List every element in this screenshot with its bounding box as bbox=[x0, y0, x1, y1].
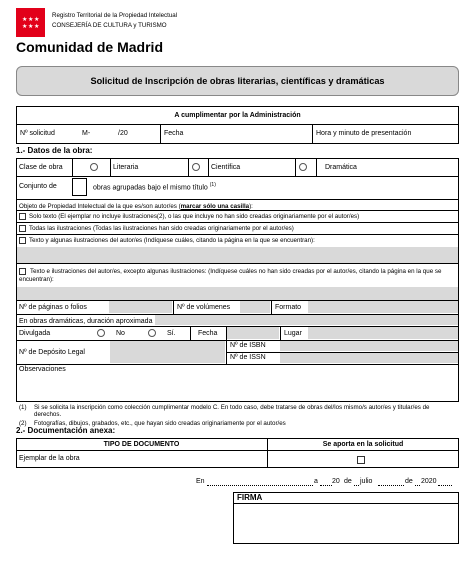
solo-text-label: Solo texto (El ejemplar no incluye ilustraciones(2), o las que incluye no han sido creadas originariamente por el autor/es) bbox=[29, 213, 360, 220]
sign-a-label: a bbox=[314, 478, 318, 485]
text-some-illustrations-checkbox[interactable] bbox=[19, 237, 26, 244]
department-line: CONSEJERÍA DE CULTURA y TURISMO bbox=[52, 22, 167, 29]
form-title: Solicitud de Inscripción de obras literarias, científicas y dramáticas bbox=[16, 66, 459, 96]
disclosed-label: Divulgada bbox=[19, 330, 51, 337]
object-label-mark: marcar sólo una casilla bbox=[180, 203, 250, 210]
scientific-option-label: Científica bbox=[211, 164, 241, 171]
copy-of-work-checkbox[interactable] bbox=[357, 456, 365, 464]
text-except-illustrations-input[interactable] bbox=[17, 287, 458, 300]
scientific-radio[interactable] bbox=[192, 163, 200, 171]
col-document-type: TIPO DE DOCUMENTO bbox=[103, 441, 180, 448]
disclosed-yes-radio[interactable] bbox=[148, 329, 156, 337]
all-illustrations-checkbox[interactable] bbox=[19, 225, 26, 232]
format-input[interactable] bbox=[308, 301, 458, 313]
request-year: /20 bbox=[118, 130, 128, 137]
text-some-illustrations-label: Texto y algunas ilustraciones del autor/es (Indíquese cuáles, citando la página en la que se encuentran): bbox=[29, 237, 315, 244]
col-provided: Se aporta en la solicitud bbox=[322, 441, 404, 448]
dramatic-radio[interactable] bbox=[299, 163, 307, 171]
sign-day[interactable]: 20 bbox=[332, 478, 340, 485]
request-prefix: M- bbox=[82, 130, 91, 137]
drama-duration-input[interactable] bbox=[155, 315, 458, 325]
disclosed-date-label: Fecha bbox=[198, 330, 218, 337]
copy-of-work-label: Ejemplar de la obra bbox=[19, 455, 80, 462]
sign-en-label: En bbox=[196, 478, 205, 485]
literary-radio[interactable] bbox=[90, 163, 98, 171]
object-label-pre: Objeto de Propiedad Intelectual de la que es/son autor/es ( bbox=[19, 203, 181, 210]
sign-year[interactable]: 2020 bbox=[421, 478, 437, 485]
isbn-input[interactable] bbox=[280, 341, 458, 351]
format-label: Formato bbox=[275, 304, 302, 311]
sign-de2: de bbox=[405, 478, 413, 485]
legal-deposit-input[interactable] bbox=[110, 341, 225, 363]
object-label-post: ): bbox=[249, 203, 253, 210]
literary-option-label: Literaria bbox=[113, 164, 139, 171]
request-number-label: Nº solicitud bbox=[20, 130, 55, 137]
drama-duration-label: En obras dramáticas, duración aproximada bbox=[19, 318, 153, 325]
disclosed-no-radio[interactable] bbox=[97, 329, 105, 337]
registry-line: Registro Territorial de la Propiedad Intelectual bbox=[52, 12, 178, 19]
issn-label: Nº de ISSN bbox=[230, 354, 266, 361]
admin-time-label: Hora y minuto de presentación bbox=[316, 130, 412, 137]
isbn-label: Nº de ISBN bbox=[230, 342, 266, 349]
note2-text: Fotografías, dibujos, grabados, etc., que hayan sido creadas originariamente por el autor/es bbox=[34, 420, 286, 427]
note2-ref: (2) bbox=[19, 420, 27, 427]
signature-box[interactable] bbox=[233, 492, 459, 544]
admin-heading: A cumplimentar por la Administración bbox=[174, 112, 301, 119]
observations-input[interactable] bbox=[17, 375, 458, 401]
solo-text-checkbox[interactable] bbox=[19, 213, 26, 220]
sign-month[interactable]: julio bbox=[360, 478, 373, 485]
disclosed-place-input[interactable] bbox=[308, 327, 458, 339]
set-label: Conjunto de bbox=[19, 183, 57, 190]
issn-input[interactable] bbox=[280, 353, 458, 363]
sign-place-input[interactable] bbox=[207, 485, 313, 486]
all-illustrations-label: Todas las ilustraciones (Todas las ilustraciones han sido creadas originariamente por el autor/es) bbox=[29, 225, 294, 232]
pages-input[interactable] bbox=[109, 301, 172, 313]
set-text: obras agrupadas bajo el mismo título bbox=[93, 184, 208, 192]
section2-heading: 2.- Documentación anexa: bbox=[16, 426, 116, 435]
volumes-label: Nº de volúmenes bbox=[177, 304, 231, 311]
note1-text: Si se solicita la inscripción como colección cumplimentar modelo C. En todo caso, debe tratarse de obras del/los mismo/s autor/es y titular/es de derechos. bbox=[34, 404, 430, 419]
section1-heading: 1.- Datos de la obra: bbox=[16, 146, 93, 155]
set-note-ref: (1) bbox=[209, 182, 216, 188]
class-label: Clase de obra bbox=[19, 164, 63, 171]
text-some-illustrations-input[interactable] bbox=[17, 247, 458, 263]
admin-date-label: Fecha bbox=[164, 130, 184, 137]
sign-de1: de bbox=[344, 478, 352, 485]
set-count-input[interactable] bbox=[72, 178, 87, 196]
disclosed-yes-label: Sí. bbox=[167, 330, 176, 337]
text-except-illustrations-label: Texto e ilustraciones del autor/es, excepto algunas ilustraciones: (Indíquese cuáles no han sido creadas por el autor/es, citando la página en la que se encuentran): bbox=[19, 268, 442, 284]
disclosed-no-label: No bbox=[116, 330, 125, 337]
pages-label: Nº de páginas o folios bbox=[19, 304, 87, 311]
volumes-input[interactable] bbox=[240, 301, 270, 313]
firma-label: FIRMA bbox=[237, 493, 263, 502]
legal-deposit-label: Nº de Depósito Legal bbox=[19, 349, 85, 356]
madrid-flag-logo: ★ ★ ★ ★ ★ ★ bbox=[16, 8, 45, 37]
disclosed-place-label: Lugar bbox=[284, 330, 302, 337]
disclosed-date-input[interactable] bbox=[227, 327, 279, 339]
observations-label: Observaciones bbox=[19, 366, 66, 373]
region-title: Comunidad de Madrid bbox=[16, 39, 163, 55]
note1-ref: (1) bbox=[19, 404, 27, 411]
dramatic-option-label: Dramática bbox=[325, 164, 357, 171]
